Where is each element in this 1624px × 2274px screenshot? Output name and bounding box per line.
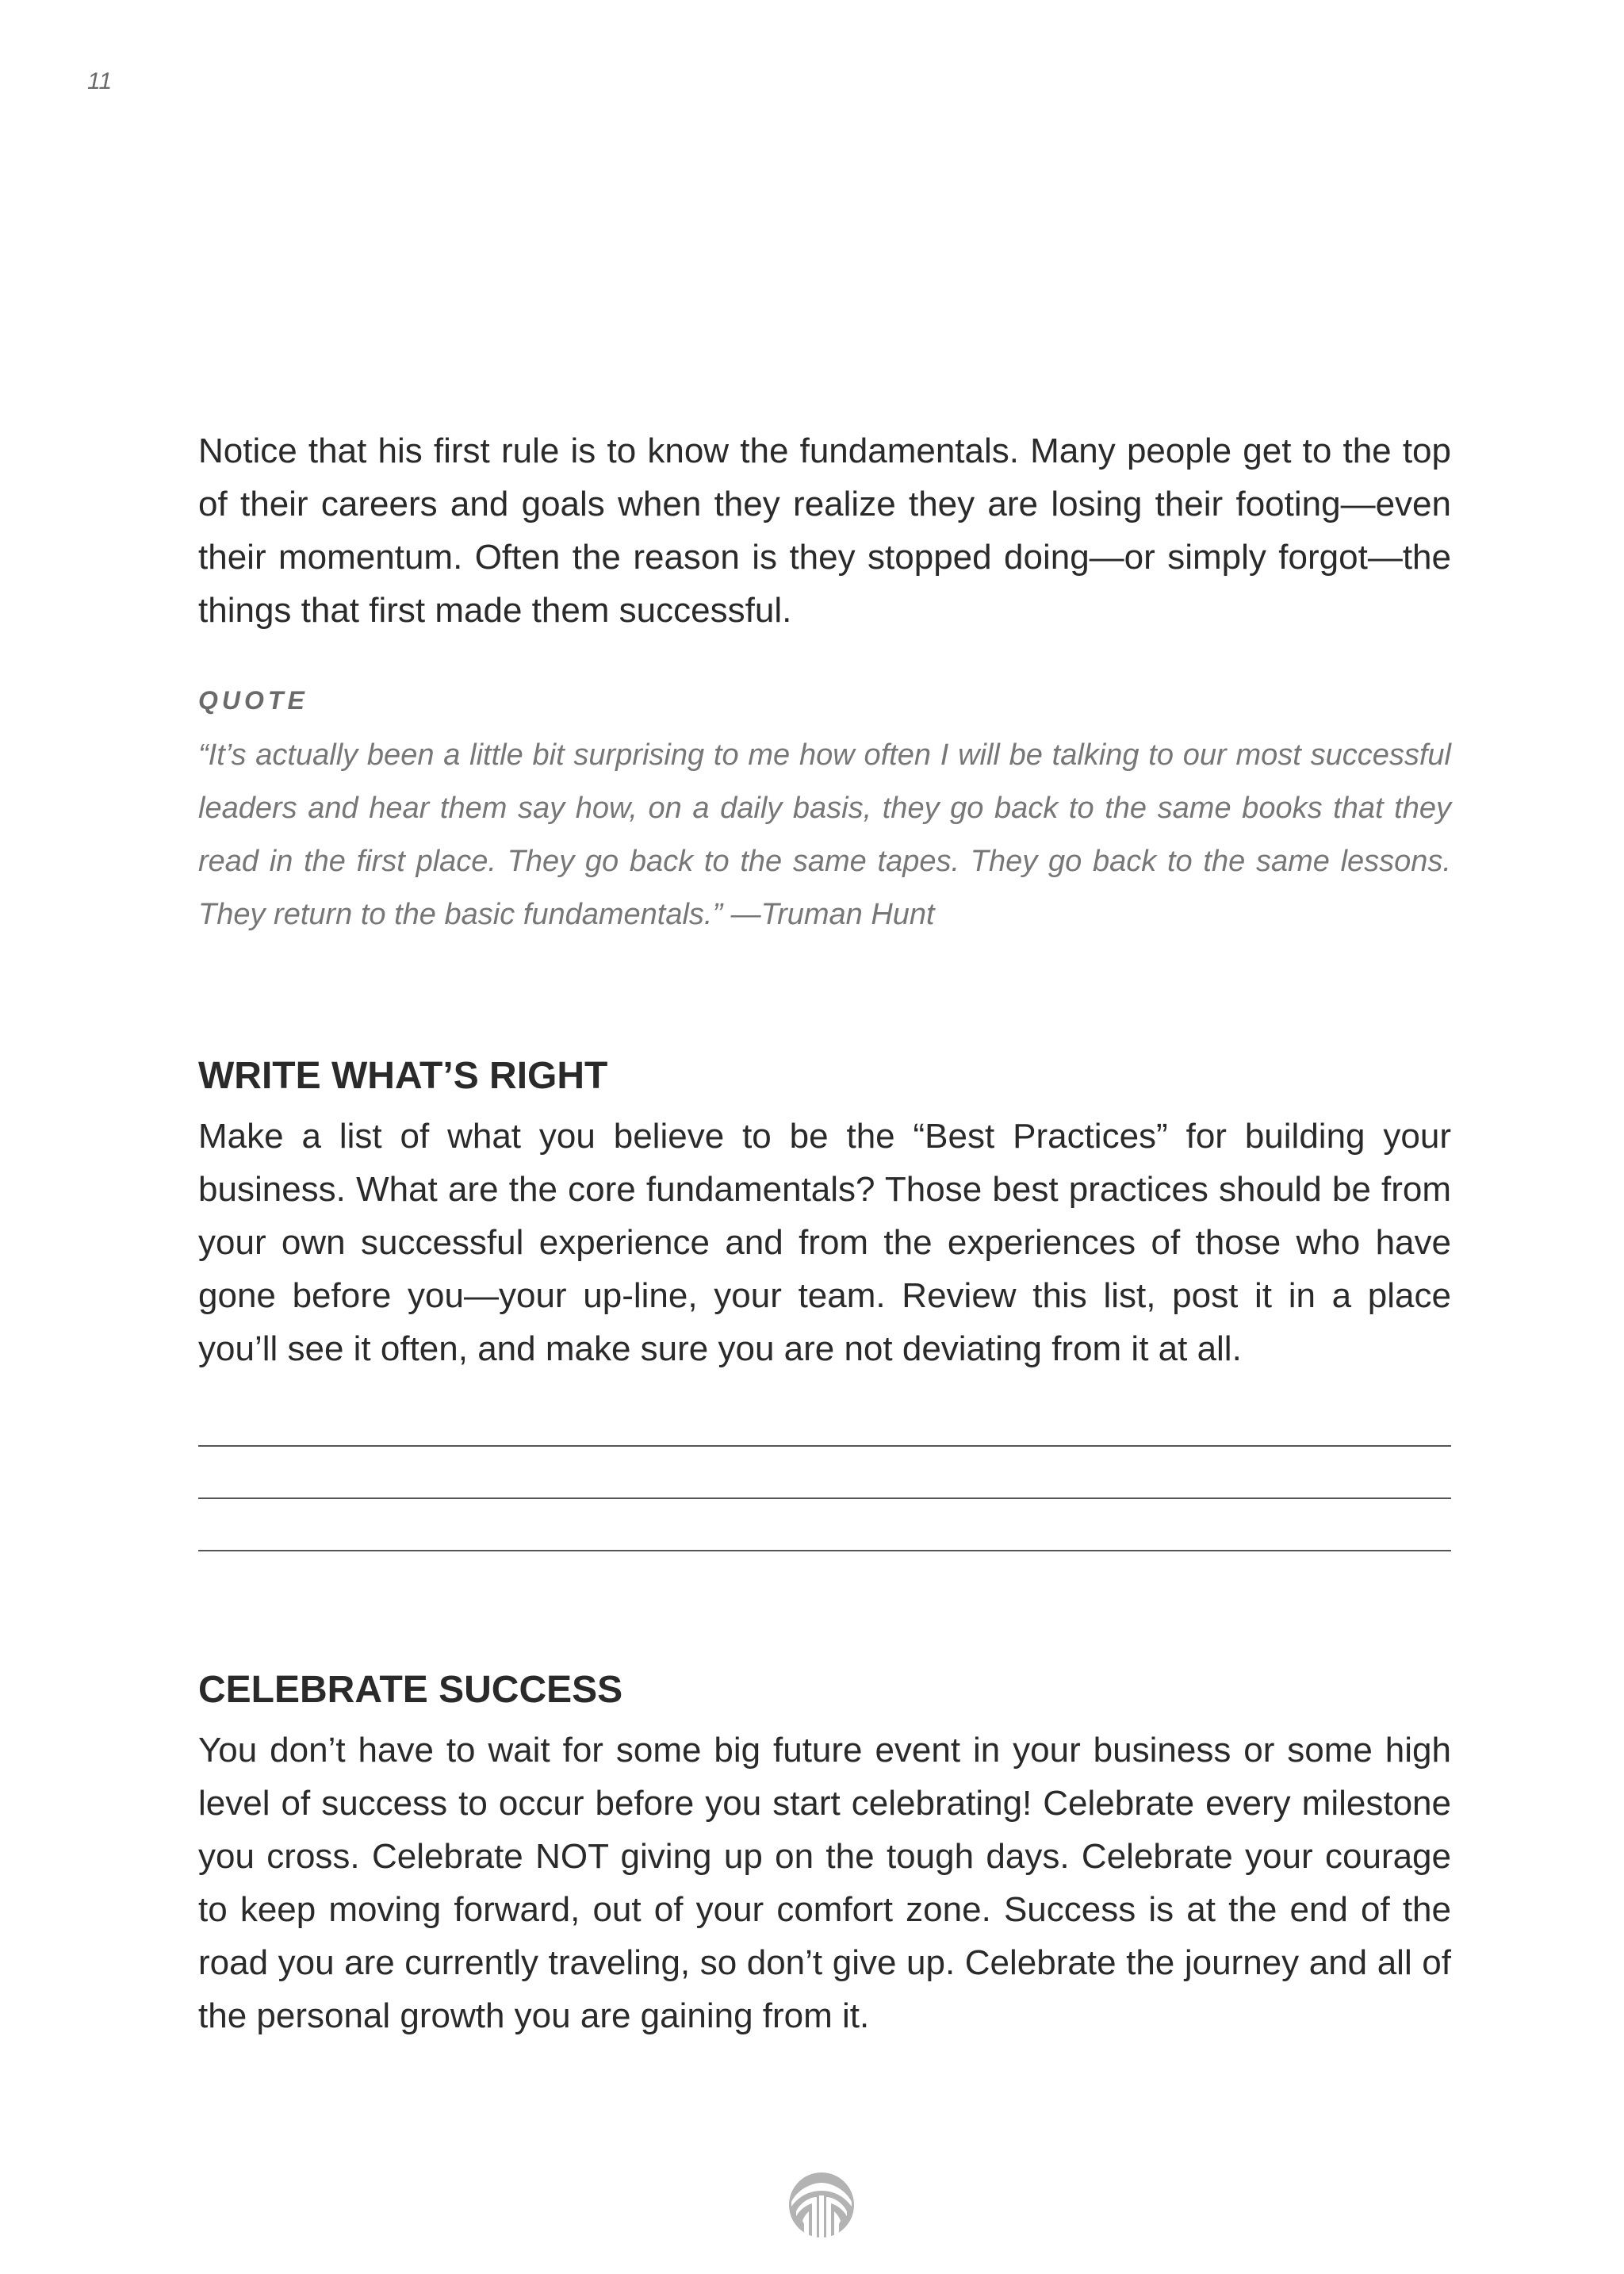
page-content [198,424,1451,2042]
quote-label: QUOTE [198,686,308,715]
celebrate-section-paragraph: You don’t have to wait for some big future event in your business or some high level of success to occur before you start celebrating! Celebrate every milestone you cross. Celebrate NOT giving up on the tough days. Celebrate your courage to keep moving forward, out of your comfort zone. Success is at the end of the road you are currently traveling, so don’t give up. Celebrate the journey and all of the personal growth you are gaining from it. [198,1731,1451,2035]
brand-logo-icon [788,2172,855,2238]
write-line-2[interactable] [198,1447,1451,1499]
celebrate-section-heading: CELEBRATE SUCCESS [198,1669,623,1711]
write-section-paragraph: Make a list of what you believe to be the “Best Practices” for building your business. What are the core fundamentals? Those best practices should be from your own successful experience and from the experiences of those who have gone before you—your up-line, your team. Review this list, post it in a place you’ll see it often, and make sure you are not deviating from it at all. [198,1117,1451,1368]
write-whats-right-section [198,1053,1451,1551]
page-number: 11 [87,68,113,94]
write-line-3[interactable] [198,1499,1451,1551]
quote-block [198,685,1451,941]
quote-text: “It’s actually been a little bit surprising to me how often I will be talking to our most successful leaders and hear them say how, on a daily basis, they go back to the same books that they read in the first place. They go back to the same tapes. They go back to the same lessons. They return to the basic fundamentals.” —Truman Hunt [198,738,1451,931]
write-line-1[interactable] [198,1394,1451,1447]
write-lines [198,1394,1451,1551]
write-section-heading: WRITE WHAT’S RIGHT [198,1055,608,1097]
celebrate-success-section [198,1666,1451,2042]
intro-paragraph: Notice that his first rule is to know the fundamentals. Many people get to the top of their careers and goals when they realize they are losing their footing—even their momentum. Often the reason is they stopped doing—or simply forgot—the things that first made them successful. [198,431,1451,630]
